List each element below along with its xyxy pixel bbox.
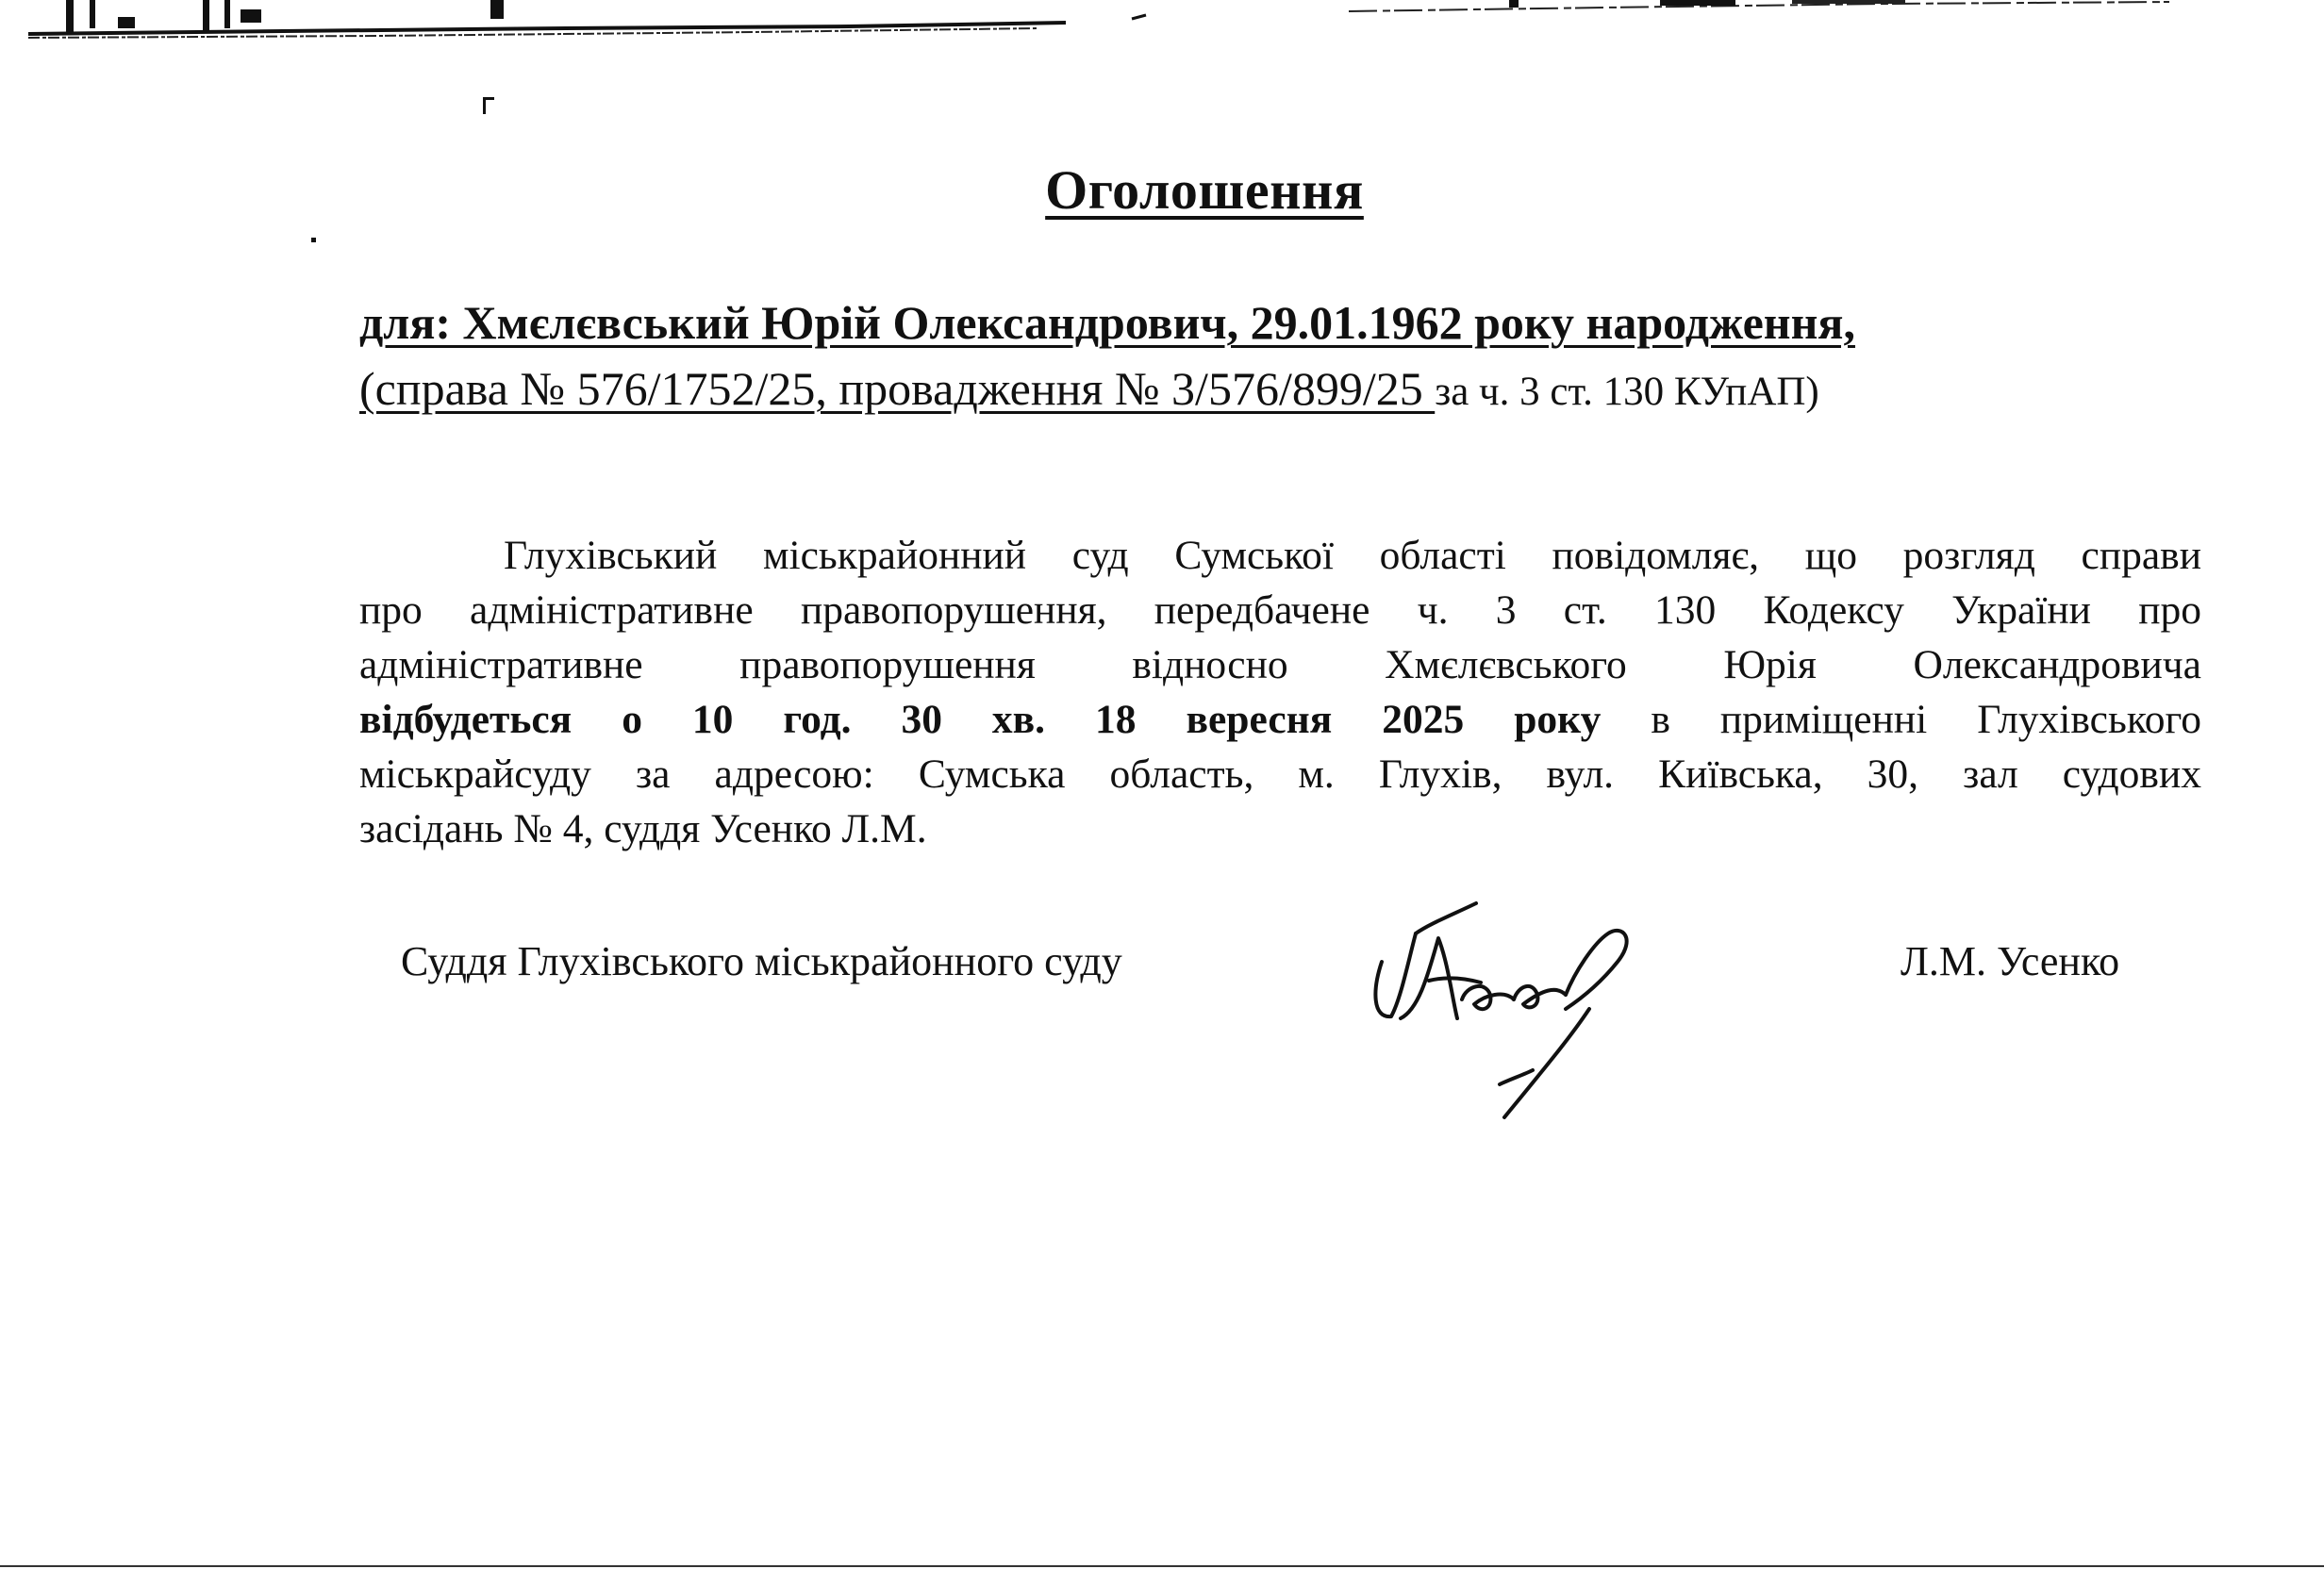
scan-artifact-top: [0, 0, 2324, 57]
body-line-5: міськрайсуду за адресою: Сумська область, м. Глухів, вул. Київська, 30, зал судових: [359, 751, 2201, 797]
scan-speck: [483, 97, 494, 100]
scan-speck: [311, 238, 316, 242]
announcement-body: [359, 528, 2201, 856]
case-numbers: (справа № 576/1752/25, провадження № 3/576/899/25: [359, 362, 1436, 415]
scan-edge-bottom: [0, 1565, 2324, 1567]
body-line-4: [359, 692, 2201, 747]
body-line-2: про адміністративне правопорушення, передбачене ч. 3 ст. 130 Кодексу України про: [359, 587, 2201, 633]
handwritten-signature: [1363, 896, 1665, 1122]
body-line-3: адміністративне правопорушення відносно Хмєлєвського Юрія Олександровича: [359, 642, 2201, 687]
hearing-location-start: в приміщенні Глухівського: [1601, 697, 2202, 742]
body-line-1: Глухівський міськрайонний суд Сумської області повідомляє, що розгляд справи: [504, 533, 2201, 578]
hearing-datetime: відбудеться о 10 год. 30 хв. 18 вересня 2025 року: [359, 697, 1602, 742]
recipient-line: для: Хмєлєвський Юрій Олександрович, 29.01.1962 року народження,: [359, 296, 1855, 349]
body-line-6: засідань № 4, суддя Усенко Л.М.: [359, 806, 927, 851]
case-reference: [359, 361, 1819, 416]
judge-position: Суддя Глухівського міськрайонного суду: [401, 938, 1122, 984]
case-article: за ч. 3 ст. 130 КУпАП): [1435, 370, 1819, 414]
page-title: Оголошення: [1045, 159, 1364, 221]
judge-name: Л.М. Усенко: [1901, 938, 2120, 984]
